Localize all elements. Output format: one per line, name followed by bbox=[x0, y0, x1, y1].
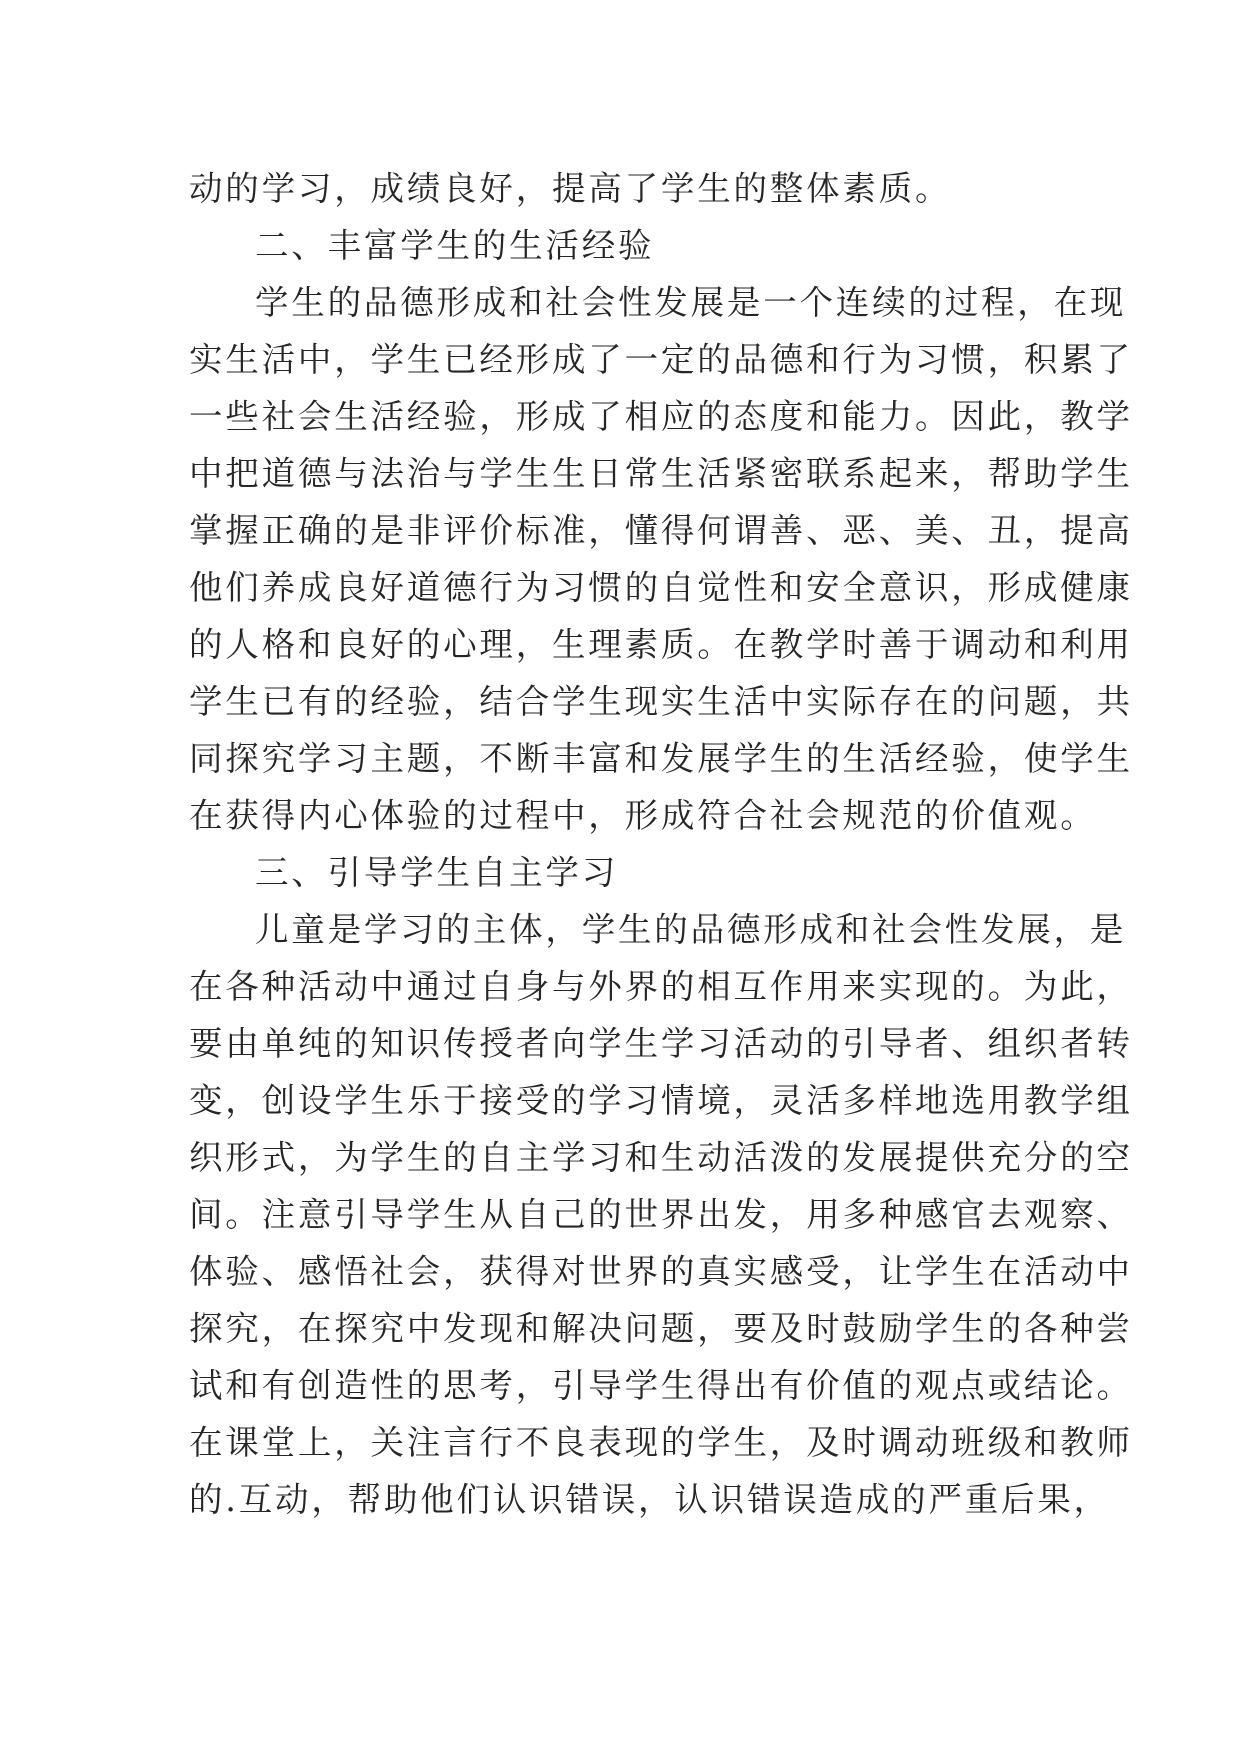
text-line: 在课堂上，关注言行不良表现的学生，及时调动班级和教师 bbox=[189, 1423, 1133, 1462]
text-line: 要由单纯的知识传授者向学生学习活动的引导者、组织者转 bbox=[189, 1024, 1133, 1063]
text-line: 探究，在探究中发现和解决问题，要及时鼓励学生的各种尝 bbox=[189, 1309, 1133, 1348]
text-line: 试和有创造性的思考，引导学生得出有价值的观点或结论。 bbox=[189, 1366, 1133, 1405]
text-line: 他们养成良好道德行为习惯的自觉性和安全意识，形成健康 bbox=[189, 568, 1133, 607]
text-line: 体验、感悟社会，获得对世界的真实感受，让学生在活动中 bbox=[189, 1252, 1133, 1291]
text-line: 变，创设学生乐于接受的学习情境，灵活多样地选用教学组 bbox=[189, 1081, 1133, 1120]
text-line: 掌握正确的是非评价标准，懂得何谓善、恶、美、丑，提高 bbox=[189, 511, 1133, 550]
paragraph-first-line: 学生的品德形成和社会性发展是一个连续的过程，在现 bbox=[255, 283, 1127, 322]
text-line: 一些社会生活经验，形成了相应的态度和能力。因此，教学 bbox=[189, 397, 1133, 436]
text-line: 中把道德与法治与学生生日常生活紧密联系起来，帮助学生 bbox=[189, 454, 1133, 493]
text-line: 实生活中，学生已经形成了一定的品德和行为习惯，积累了 bbox=[189, 340, 1133, 379]
text-line: 同探究学习主题，不断丰富和发展学生的生活经验，使学生 bbox=[189, 739, 1133, 778]
text-line: 织形式，为学生的自主学习和生动活泼的发展提供充分的空 bbox=[189, 1138, 1133, 1177]
text-line: 在各种活动中通过自身与外界的相互作用来实现的。为此， bbox=[189, 967, 1133, 1006]
section-heading-3: 三、引导学生自主学习 bbox=[255, 853, 618, 892]
section-heading-2: 二、丰富学生的生活经验 bbox=[255, 226, 655, 265]
text-line: 动的学习，成绩良好，提高了学生的整体素质。 bbox=[189, 169, 952, 208]
text-line: 在获得内心体验的过程中，形成符合社会规范的价值观。 bbox=[189, 796, 1097, 835]
text-line: 学生已有的经验，结合学生现实生活中实际存在的问题，共 bbox=[189, 682, 1133, 721]
paragraph-first-line: 儿童是学习的主体，学生的品德形成和社会性发展，是 bbox=[255, 910, 1127, 949]
text-line: 的.互动，帮助他们认识错误，认识错误造成的严重后果， bbox=[189, 1480, 1110, 1519]
text-line: 间。注意引导学生从自己的世界出发，用多种感官去观察、 bbox=[189, 1195, 1133, 1234]
text-line: 的人格和良好的心理，生理素质。在教学时善于调动和利用 bbox=[189, 625, 1133, 664]
